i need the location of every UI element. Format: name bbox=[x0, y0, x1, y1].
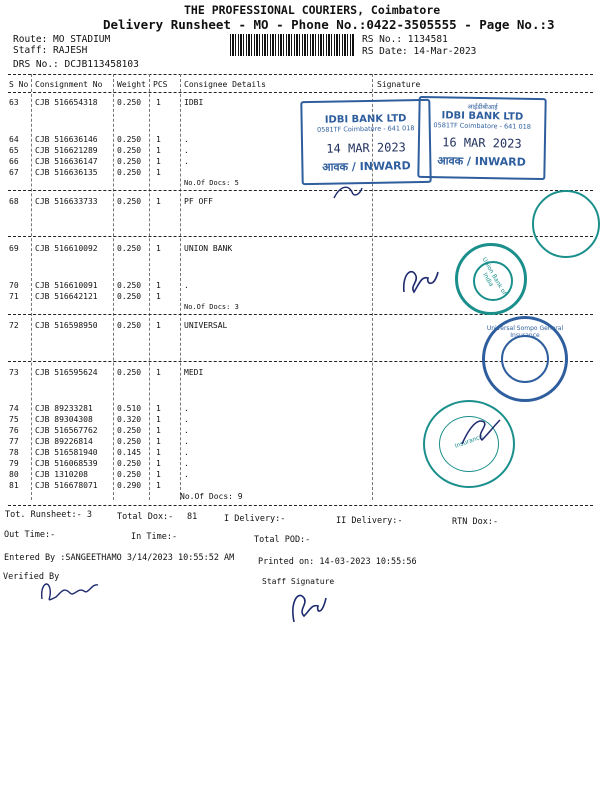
out-time: Out Time:- bbox=[4, 530, 56, 540]
divider bbox=[8, 190, 593, 191]
consignee-idbi: IDBI bbox=[184, 98, 204, 107]
col-signature: Signature bbox=[377, 80, 421, 89]
rs-date: RS Date: 14-Mar-2023 bbox=[362, 46, 477, 57]
col-consignment: Consignment No bbox=[35, 80, 103, 89]
column-separator bbox=[113, 74, 114, 500]
total-runsheet: Tot. Runsheet:- 3 bbox=[5, 510, 92, 520]
col-consignee: Consignee Details bbox=[184, 80, 266, 89]
drs-number: DRS No.: DCJB113458103 bbox=[13, 59, 139, 70]
verified-by: Verified By bbox=[3, 572, 60, 582]
divider bbox=[8, 92, 593, 93]
entered-by: Entered By :SANGEETHAMO 3/14/2023 10:55:52 AM bbox=[4, 553, 235, 563]
idbi-bank-stamp-2: आईडीबीआई IDBI BANK LTD 0581TF Coimbatore - 641 018 16 MAR 2023 आवक / INWARD bbox=[417, 96, 546, 180]
total-dox-value: 81 bbox=[187, 512, 198, 522]
column-separator bbox=[149, 74, 150, 500]
column-separator bbox=[31, 74, 32, 500]
route-label: Route: MO STADIUM bbox=[13, 34, 111, 45]
divider bbox=[8, 236, 593, 237]
divider bbox=[8, 74, 593, 75]
handwritten-mark bbox=[330, 180, 366, 204]
rs-number: RS No.: 1134581 bbox=[362, 34, 448, 45]
recipient-signature bbox=[398, 262, 444, 302]
divider bbox=[8, 314, 593, 315]
verified-signature bbox=[38, 575, 102, 609]
barcode bbox=[230, 34, 354, 56]
total-pod: Total POD:- bbox=[254, 535, 311, 545]
partial-seal-stamp bbox=[532, 190, 600, 258]
divider bbox=[8, 505, 593, 506]
docs-count: No.Of Docs: 3 bbox=[184, 303, 239, 311]
i-delivery: I Delivery:- bbox=[224, 514, 286, 524]
col-sno: S No bbox=[9, 80, 29, 89]
docs-count: No.Of Docs: 5 bbox=[184, 179, 239, 187]
staff-signature-label: Staff Signature bbox=[262, 577, 335, 586]
company-title: THE PROFESSIONAL COURIERS, Coimbatore bbox=[184, 3, 441, 17]
recipient-signature-2 bbox=[458, 412, 504, 452]
column-separator bbox=[180, 74, 181, 500]
col-weight: Weight bbox=[117, 80, 146, 89]
consignee-medi: MEDI bbox=[184, 368, 204, 377]
insurance-seal: Insurance bbox=[423, 400, 515, 488]
in-time: In Time:- bbox=[131, 532, 178, 542]
consignee-universal: UNIVERSAL bbox=[184, 321, 228, 330]
staff-signature bbox=[286, 586, 330, 628]
consignee-pf-off: PF OFF bbox=[184, 197, 213, 206]
staff-label: Staff: RAJESH bbox=[13, 45, 88, 56]
union-bank-seal: Union Bank of India bbox=[455, 243, 527, 315]
total-dox-label: Total Dox:- bbox=[117, 512, 174, 522]
docs-count: No.Of Docs: 9 bbox=[180, 492, 243, 501]
col-pcs: PCS bbox=[153, 80, 168, 89]
ii-delivery: II Delivery:- bbox=[336, 516, 403, 526]
printed-on: Printed on: 14-03-2023 10:55:56 bbox=[258, 557, 417, 567]
universal-sompo-seal: Universal Sompo General Insurance bbox=[482, 316, 568, 402]
rtn-dox: RTN Dox:- bbox=[452, 517, 499, 527]
consignee-union-bank: UNION BANK bbox=[184, 244, 233, 253]
runsheet-title: Delivery Runsheet - MO - Phone No.:0422-3505555 - Page No.:3 bbox=[103, 17, 555, 32]
idbi-bank-stamp: IDBI BANK LTD 0581TF Coimbatore - 641 018 14 MAR 2023 आवक / INWARD bbox=[300, 99, 431, 185]
